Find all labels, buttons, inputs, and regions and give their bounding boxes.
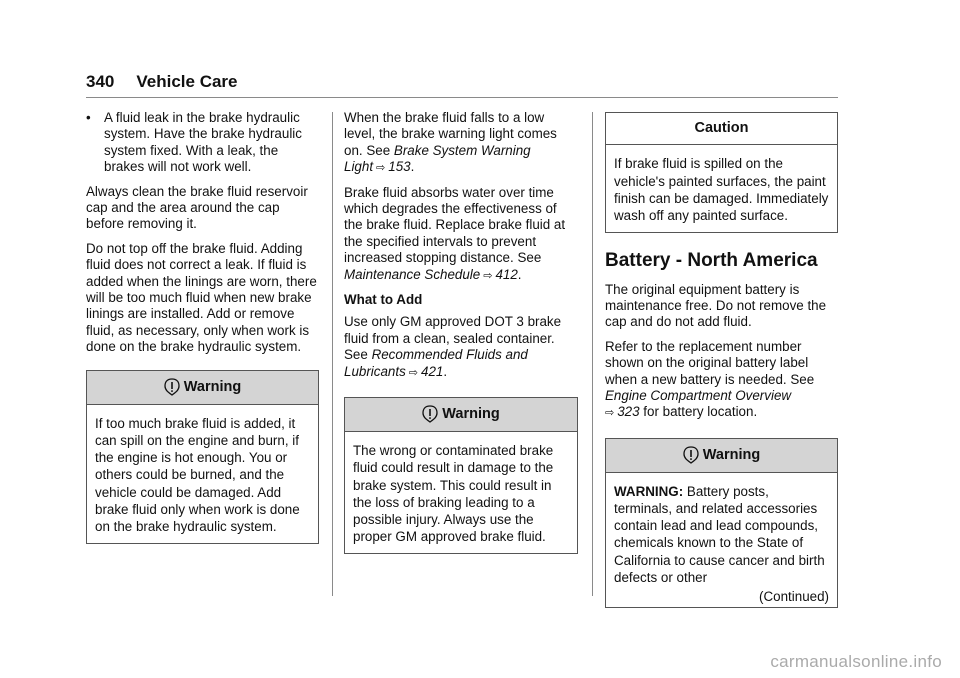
warning-label: WARNING: [614, 483, 684, 499]
subheading-what-to-add: What to Add [344, 292, 423, 308]
paragraph-text: Use only GM approved DOT 3 brake fluid from a clean, sealed container. See [344, 314, 562, 363]
paragraph-replacement-number [605, 339, 838, 422]
warning-box-contaminated [344, 397, 578, 554]
page-header [86, 72, 238, 92]
warning-box-battery [605, 438, 838, 608]
page-ref-icon: ⇨ [408, 366, 419, 379]
paragraph-text: When the brake fluid falls to a low level, the brake warning light comes on. See [344, 110, 557, 158]
warning-header [87, 371, 318, 405]
warning-icon [164, 378, 180, 396]
page-number: 340 [86, 72, 115, 91]
xref-fluids-lubricants[interactable]: Recommended Fluids and Lubricants [344, 347, 528, 379]
paragraph-use-dot3: Use only GM approved DOT 3 brake fluid from a clean, sealed container. See Recommended Fluids and Lubricants ⇨ 421. [344, 314, 562, 379]
column-2 [344, 110, 578, 554]
paragraph-clean-cap: Always clean the brake fluid reservoir cap and the area around the cap before removing it. [86, 183, 308, 232]
watermark: carmanualsonline.info [770, 652, 942, 671]
warning-title: Warning [183, 378, 242, 395]
warning-icon [683, 446, 699, 464]
paragraph-maintenance-free: The original equipment battery is maintenance free. Do not remove the cap and do not add fluid. [605, 281, 827, 330]
xref-page-421[interactable]: 421 [421, 363, 444, 379]
paragraph-text: for battery location. [643, 404, 758, 420]
bullet-text: A fluid leak in the brake hydraulic system. Have the brake hydraulic system fixed. With a leak, the brakes will not work well. [104, 110, 302, 175]
page-ref-icon: ⇨ [605, 407, 615, 420]
bullet-item [86, 110, 319, 176]
caution-body: If brake fluid is spilled on the vehicle's painted surfaces, the paint finish can be damaged. Immediately wash off any painted surface. [614, 156, 829, 224]
warning-box-overfill [86, 370, 319, 544]
page-ref-icon: ⇨ [376, 162, 386, 175]
column-1 [86, 110, 319, 544]
warning-body [606, 473, 837, 607]
column-divider-1 [332, 112, 333, 596]
paragraph-text: Refer to the replacement number shown on the original battery label when a new battery is needed. See [605, 338, 815, 387]
warning-body: If too much brake fluid is added, it can spill on the engine and burn, if the engine is hot enough. You or others could be burned, and the vehicle could be damaged. Add brake fluid only when work is done on the brake hydraulic system. [95, 415, 300, 534]
warning-body: The wrong or contaminated brake fluid could result in damage to the brake system. This could result in the loss of braking leading to a possible injury. Always use the proper GM approved brake fluid. [353, 443, 554, 545]
caution-header: Caution [606, 113, 837, 145]
bullet-marker: • [86, 110, 91, 125]
warning-header [606, 439, 837, 473]
paragraph-do-not-top-off: Do not top off the brake fluid. Adding fluid does not correct a leak. If fluid is added when the linings are worn, there will be too much fluid when new brake linings are installed. Add or remove fluid, as necessary, only when work is done on the brake hydraulic system. [86, 240, 317, 355]
paragraph-warning-light: When the brake fluid falls to a low level, the brake warning light comes on. See Brake System Warning Light ⇨ 153. [344, 110, 557, 175]
xref-page-412[interactable]: 412 [495, 266, 518, 282]
column-divider-2 [592, 112, 593, 596]
chapter-title: Vehicle Care [136, 72, 238, 91]
xref-engine-compartment[interactable]: Engine Compartment Overview [605, 388, 792, 404]
paragraph-text: Brake fluid absorbs water over time which degrades the effectiveness of the brake fluid. Replace brake fluid at the specified intervals to prevent increased stopping distance. See [344, 184, 566, 266]
xref-brake-warning-light[interactable]: Brake System Warning Light [344, 142, 531, 175]
xref-page-153[interactable]: 153 [388, 159, 411, 175]
warning-icon [422, 405, 438, 423]
xref-maintenance-schedule[interactable]: Maintenance Schedule [344, 266, 481, 282]
warning-title: Warning [702, 446, 761, 463]
warning-header [345, 398, 577, 432]
warning-title: Warning [442, 405, 500, 422]
continued-label: (Continued) [759, 589, 829, 605]
caution-box [605, 112, 838, 233]
paragraph-absorbs-water: Brake fluid absorbs water over time which degrades the effectiveness of the brake fluid. Replace brake fluid at the specified intervals to prevent increased stopping distance. See Maintenance Schedule ⇨ 412. [344, 184, 566, 282]
header-rule [86, 97, 838, 98]
warning-text: Battery posts, terminals, and related accessories contain lead and lead compounds, chemicals known to the State of California to cause cancer and birth defects or other [614, 483, 825, 585]
column-3 [605, 102, 838, 608]
xref-page-323[interactable]: 323 [617, 404, 640, 420]
section-title-battery: Battery - North America [605, 250, 818, 272]
page-ref-icon: ⇨ [483, 269, 493, 282]
